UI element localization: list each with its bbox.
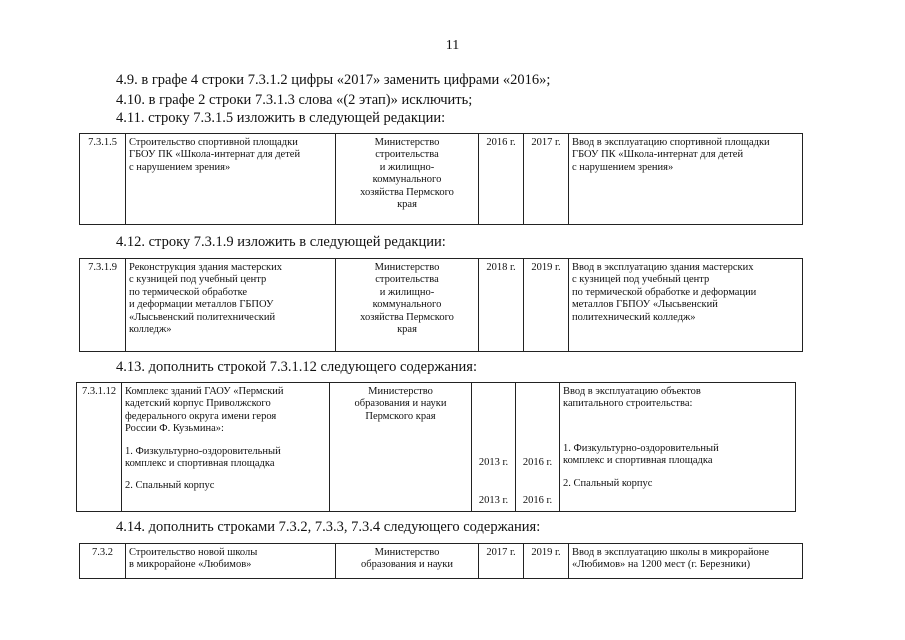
ministry-line: и жилищно- [379,161,435,173]
ministry-line: Министерство [374,262,440,273]
end-year: 2019 г. [524,544,569,579]
subitem-1-end-year: 2016 г. [522,457,553,468]
result-line: металлов ГБПОУ «Лысьвенский [572,299,718,311]
object-name-cell [126,259,336,352]
object-name-line: ГБОУ ПК «Школа-интернат для детей [129,149,301,161]
subitem-1-start-year: 2013 г. [478,457,509,468]
object-name-line: кадетский корпус Приволжского [125,398,271,410]
object-name-line: России Ф. Кузьмина»: [125,423,224,435]
paragraph-4-14: 4.14. дополнить строками 7.3.2, 7.3.3, 7.3.4 следующего содержания: [116,519,541,535]
table-row-7-3-1-5 [79,133,803,225]
table-row-7-3-1-12 [76,382,796,512]
result-line: политехнический колледж» [572,311,696,323]
paragraph-4-10: 4.10. в графе 2 строки 7.3.1.3 слова «(2 этап)» исключить; [116,92,473,108]
subitem-2-result: 2. Спальный корпус [563,477,653,489]
result-intro-line: капитального строительства: [563,398,693,410]
paragraph-4-11: 4.11. строку 7.3.1.5 изложить в следующей редакции: [116,110,446,126]
result-cell [560,383,796,512]
ministry-line: Министерство [368,386,433,397]
object-name-line: по термической обработке [129,286,248,298]
object-name-line: федерального округа имени героя [125,410,277,422]
page-number: 11 [445,38,460,53]
object-name-line: с кузницей под учебный центр [129,274,267,286]
end-year: 2017 г. [524,134,569,225]
paragraph-4-9: 4.9. в графе 4 строки 7.3.1.2 цифры «2017» заменить цифрами «2016»; [116,72,551,88]
ministry-line: образования и науки [354,398,447,410]
result-line: с кузницей под учебный центр [572,274,710,286]
paragraph-4-12: 4.12. строку 7.3.1.9 изложить в следующей редакции: [116,234,446,250]
result-line: с нарушением зрения» [572,161,674,173]
result-line: Ввод в эксплуатацию школы в микрорайоне [572,547,770,558]
start-year: 2016 г. [479,134,524,225]
ministry-line: края [397,323,417,335]
ministry-line: образования и науки [361,559,453,571]
result-intro-line: Ввод в эксплуатацию объектов [563,386,701,397]
result-line: ГБОУ ПК «Школа-интернат для детей [572,149,744,161]
ministry-line: и жилищно- [379,286,435,298]
row-number: 7.3.1.12 [77,383,122,512]
ministry-cell [336,544,479,579]
ministry-line: коммунального [372,299,442,311]
result-line: «Любимов» на 1200 мест (г. Березники) [572,559,751,571]
object-name-line: «Лысьвенский политехнический [129,311,276,323]
object-name-cell [126,134,336,225]
object-name-cell [126,544,336,579]
ministry-line: хозяйства Пермского [360,311,454,323]
subitem-1-result: 1. Физкультурно-оздоровительный [563,442,719,454]
result-line: Ввод в эксплуатацию здания мастерских [572,262,754,273]
result-line: Ввод в эксплуатацию спортивной площадки [572,137,770,148]
result-cell [569,544,803,579]
object-name-line: Строительство спортивной площадки [129,137,298,148]
object-name-line: в микрорайоне «Любимов» [129,559,252,571]
start-year: 2018 г. [479,259,524,352]
object-name-line: Строительство новой школы [129,547,258,558]
result-line: по термической обработке и деформации [572,286,757,298]
start-year-cell [472,383,516,512]
object-name-line: Реконструкция здания мастерских [129,262,283,273]
table-row-7-3-1-9 [79,258,803,352]
ministry-cell [336,134,479,225]
object-name-cell [122,383,330,512]
subitem-1-name: комплекс и спортивная площадка [125,457,275,469]
ministry-line: строительства [375,149,439,161]
subitem-2-end-year: 2016 г. [522,495,553,507]
ministry-cell [330,383,472,512]
object-name-line: с нарушением зрения» [129,161,231,173]
end-year: 2019 г. [524,259,569,352]
ministry-line: Министерство [374,547,440,558]
object-name-line: Комплекс зданий ГАОУ «Пермский [125,386,284,397]
ministry-line: коммунального [372,174,442,186]
row-number: 7.3.2 [80,544,126,579]
ministry-line: хозяйства Пермского [360,186,454,198]
ministry-line: Пермского края [365,410,436,422]
ministry-line: края [397,198,417,210]
subitem-2-name: 2. Спальный корпус [125,480,215,492]
ministry-line: Министерство [374,137,440,148]
start-year: 2017 г. [479,544,524,579]
subitem-2-start-year: 2013 г. [478,495,509,507]
subitem-1-name: 1. Физкультурно-оздоровительный [125,445,281,457]
end-year-cell [516,383,560,512]
object-name-line: колледж» [129,323,172,335]
row-number: 7.3.1.9 [80,259,126,352]
paragraph-4-13: 4.13. дополнить строкой 7.3.1.12 следующего содержания: [116,359,477,375]
result-cell [569,259,803,352]
table-row-7-3-2 [79,543,803,579]
subitem-1-result: комплекс и спортивная площадка [563,455,713,467]
result-cell [569,134,803,225]
row-number: 7.3.1.5 [80,134,126,225]
object-name-line: и деформации металлов ГБПОУ [129,299,274,311]
ministry-line: строительства [375,274,439,286]
ministry-cell [336,259,479,352]
